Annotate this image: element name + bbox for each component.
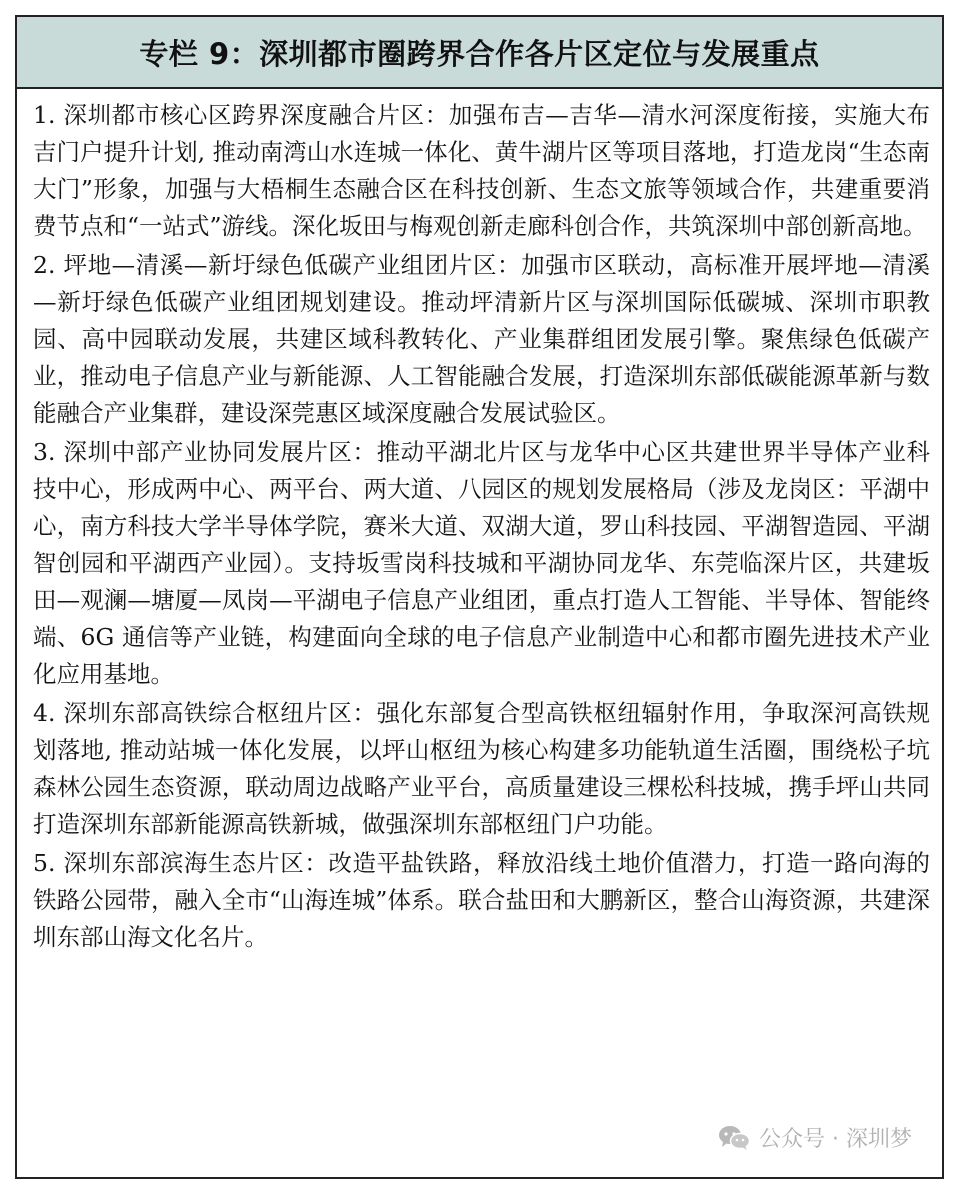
column-box bbox=[15, 15, 944, 1179]
section-4-text: 4. 深圳东部高铁综合枢纽片区：强化东部复合型高铁枢纽辐射作用，争取深河高铁规划落地, 推动站城一体化发展，以坪山枢纽为核心构建多功能轨道生活圈，围绕松子坑森林公园生态资源，联动周边战略产业平台，高质量建设三棵松科技城，携手坪山共同打造深圳东部新能源高铁新城，做强深圳东部枢纽门户功能。 bbox=[33, 699, 930, 838]
section-3-text: 3. 深圳中部产业协同发展片区：推动平湖北片区与龙华中心区共建世界半导体产业科技中心，形成两中心、两平台、两大道、八园区的规划发展格局（涉及龙岗区：平湖中心，南方科技大学半导体学院，赛米大道、双湖大道，罗山科技园、平湖智造园、平湖智创园和平湖西产业园）。支持坂雪岗科技城和平湖协同龙华、东莞临深片区，共建坂田—观澜—塘厦—凤岗—平湖电子信息产业组团，重点打造人工智能、半导体、智能终端、6G 通信等产业链，构建面向全球的电子信息产业制造中心和都市圈先进技术产业化应用基地。 bbox=[33, 438, 930, 688]
section-1-text: 1. 深圳都市核心区跨界深度融合片区：加强布吉—吉华—清水河深度衔接，实施大布吉门户提升计划, 推动南湾山水连城一体化、黄牛湖片区等项目落地，打造龙岗“生态南大门”形象，加强与大梧桐生态融合区在科技创新、生态文旅等领域合作，共建重要消费节点和“一站式”游线。深化坂田与梅观创新走廊科创合作，共筑深圳中部创新高地。 bbox=[33, 101, 930, 240]
section-5-text: 5. 深圳东部滨海生态片区：改造平盐铁路，释放沿线土地价值潜力，打造一路向海的铁路公园带，融入全市“山海连城”体系。联合盐田和大鹏新区，整合山海资源，共建深圳东部山海文化名片。 bbox=[33, 849, 930, 951]
column-content bbox=[17, 89, 942, 956]
column-title: 专栏 9：深圳都市圈跨界合作各片区定位与发展重点 bbox=[139, 36, 820, 71]
title-bar bbox=[17, 17, 942, 89]
section-2-text: 2. 坪地—清溪—新圩绿色低碳产业组团片区：加强市区联动，高标准开展坪地—清溪—新圩绿色低碳产业组团规划建设。推动坪清新片区与深圳国际低碳城、深圳市职教园、高中园联动发展，共建区域科教转化、产业集群组团发展引擎。聚焦绿色低碳产业，推动电子信息产业与新能源、人工智能融合发展，打造深圳东部低碳能源革新与数能融合产业集群，建设深莞惠区域深度融合发展试验区。 bbox=[33, 251, 930, 427]
watermark bbox=[717, 1122, 912, 1153]
watermark-text: 公众号 · 深圳梦 bbox=[759, 1127, 912, 1152]
wechat-icon bbox=[717, 1124, 751, 1152]
